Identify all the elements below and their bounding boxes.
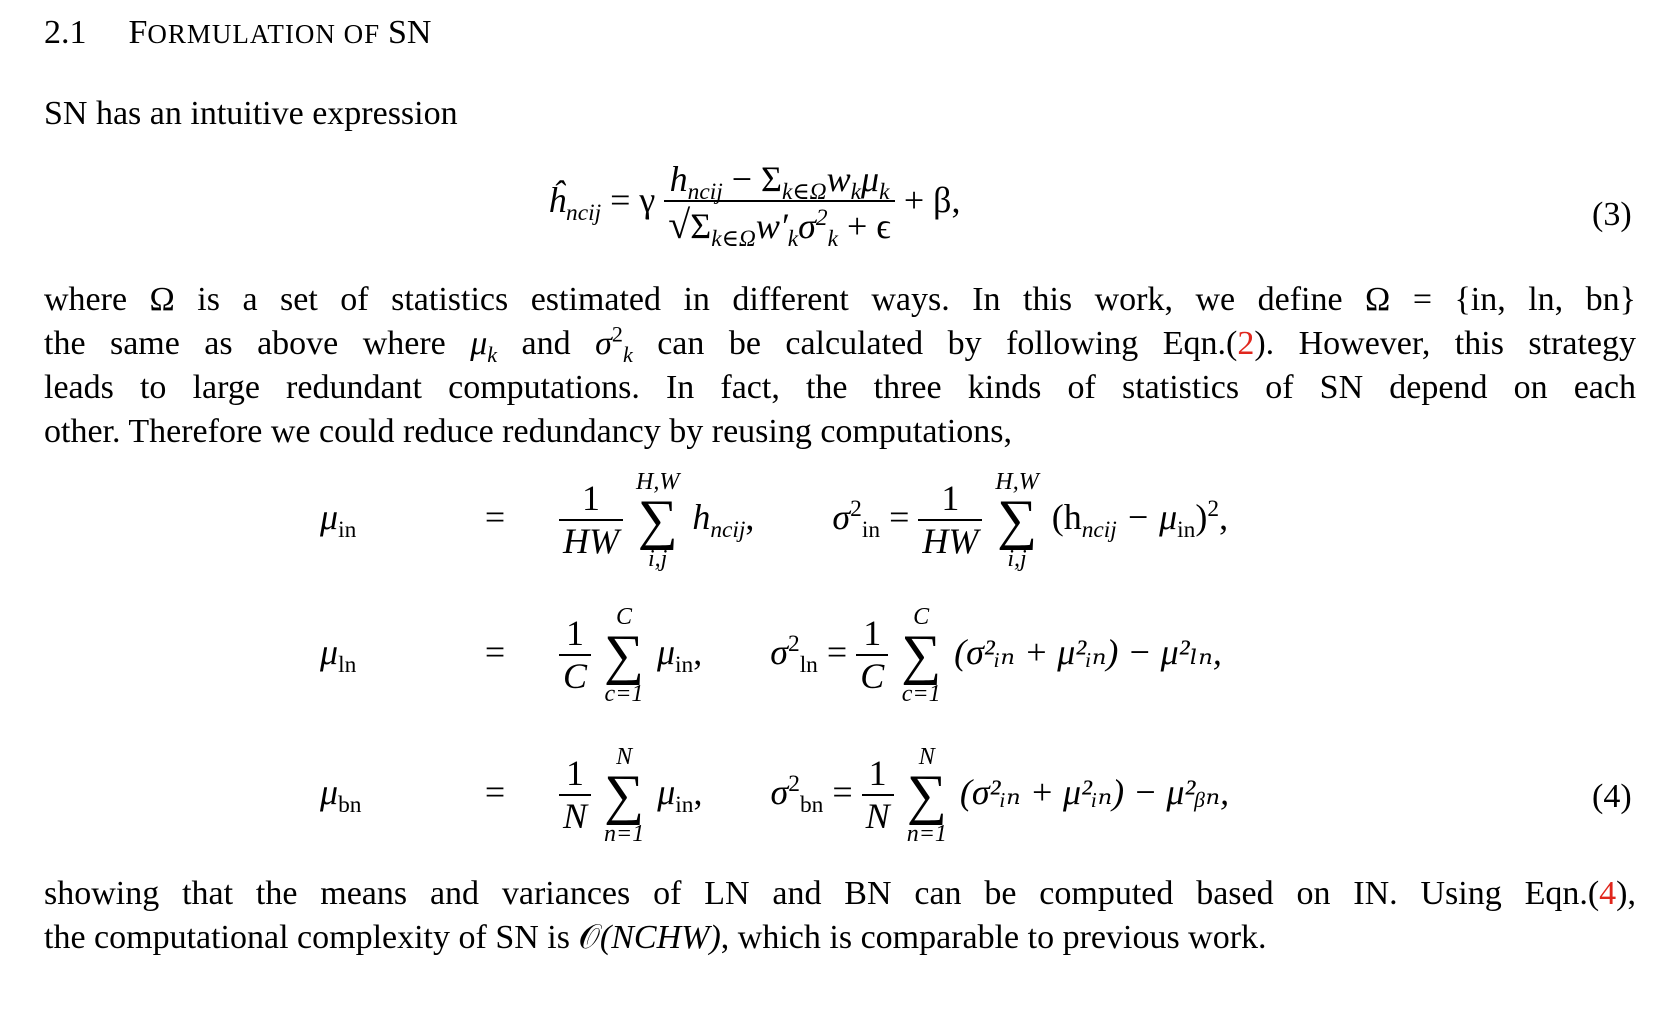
- equation-3-number: (3): [1592, 196, 1632, 233]
- eq3-numerator: $h_{ncij} - \Sigma_{k\in\Omega}w_k\mu_k$: [669, 159, 890, 206]
- eq3-lhs: $ĥ_{ncij}$: [548, 180, 602, 227]
- equation-3: [548, 159, 961, 252]
- equation-4-row-ln: $\mu_{ln}$ = $\frac{1}{C}$ C ∑ c=1 $\mu_{in}$, $\sigma^2_{ln}$ = $\frac{1}{C}$ C ∑ c=1 (σ²ᵢₙ + μ²ᵢₙ) − μ²ₗₙ,: [320, 604, 1222, 708]
- para2-line-2: the computational complexity of SN is 𝒪(NCHW), which is comparable to previous work.: [44, 919, 1267, 956]
- eq3-denominator: $√\Sigma_{k\in\Omega}w'_k\sigma^2_k + \epsilon$: [664, 200, 895, 248]
- section-title-initial: F: [128, 14, 148, 51]
- para2-line-1: showing that the means and variances of LN and BN can be computed based on IN. Using Eqn.(4),: [44, 875, 1636, 912]
- section-heading: [44, 14, 431, 52]
- section-number: 2.1: [44, 14, 87, 51]
- para1-line-4: other. Therefore we could reduce redundancy by reusing computations,: [44, 413, 1013, 450]
- eq3-fraction: [664, 159, 895, 252]
- eq3-tail: + β,: [903, 180, 961, 221]
- section-title-rest: ORMULATION OF: [147, 19, 388, 49]
- equation-4-row-bn: $\mu_{bn}$ = $\frac{1}{N}$ N ∑ n=1 $\mu_{in}$, $\sigma^2_{bn}$ = $\frac{1}{N}$ N ∑ n=1 (σ²ᵢₙ + μ²ᵢₙ) − μ²ᵦₙ,: [320, 744, 1230, 848]
- para1-line-1: where Ω is a set of statistics estimated in different ways. In this work, we define Ω = {in, ln, bn}: [44, 281, 1636, 318]
- paragraph-1: [44, 278, 1636, 454]
- eqn-ref-2-link[interactable]: 2: [1237, 325, 1255, 362]
- intro-text: SN has an intuitive expression: [44, 95, 458, 132]
- equation-4-row-in: $\mu_{in}$ = $\frac{1}{HW}$ H,W ∑ i,j $h_{ncij}$, $\sigma^2_{in}$ = $\frac{1}{HW}$ H,W ∑ i,j $(h_{ncij} - \mu_{in})^2$,: [320, 469, 1229, 573]
- para1-line-2: the same as above where $\mu_k$ and $\sigma^2_k$ can be calculated by following Eqn.(2). However, this strategy: [44, 321, 1637, 367]
- section-title-sn: SN: [387, 14, 432, 51]
- equation-4-number: (4): [1592, 778, 1632, 815]
- eq3-equals-gamma: = γ: [610, 180, 656, 221]
- paragraph-2: [44, 872, 1636, 960]
- para1-line-3: leads to large redundant computations. In fact, the three kinds of statistics of SN depend on each: [44, 369, 1636, 406]
- eqn-ref-4-link[interactable]: 4: [1599, 875, 1617, 912]
